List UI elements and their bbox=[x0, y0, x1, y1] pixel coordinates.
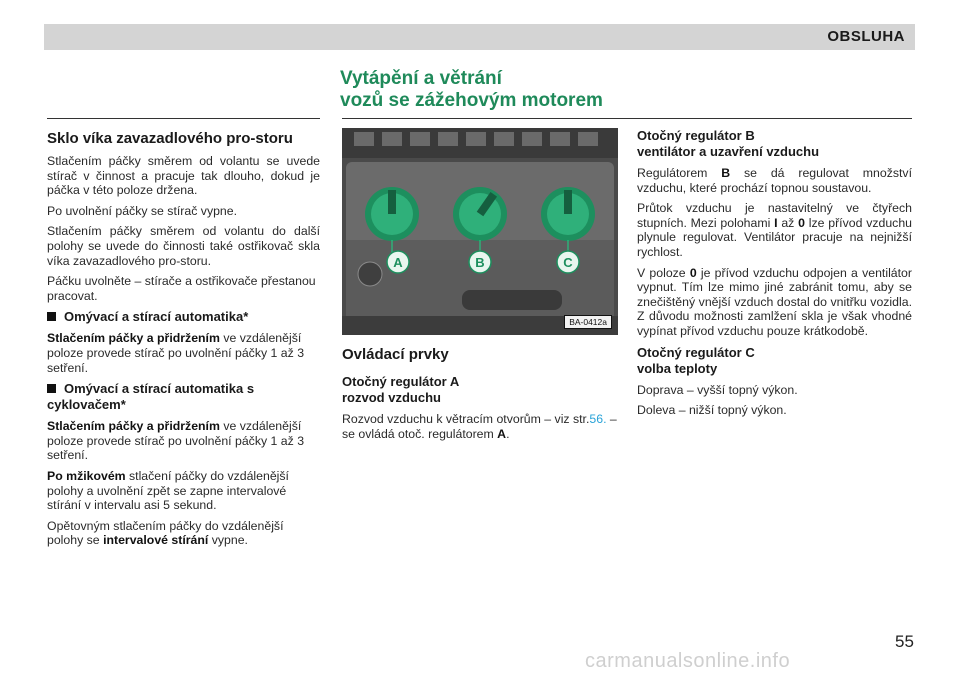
page-title-line2: vozů se zážehovým motorem bbox=[340, 90, 603, 111]
label-b: B bbox=[475, 255, 485, 270]
knob-a-icon bbox=[365, 187, 419, 241]
subheading-wiper-cycler: Omývací a stírací automatika s cyklovačem* bbox=[47, 381, 255, 413]
left-paragraph-1: Stlačením páčky směrem od volantu se uvede stírač v činnost a pracuje tak dlouho, dokud je páčka v této poloze držena. bbox=[47, 154, 320, 198]
subheading-regulator-b: Otočný regulátor B ventilátor a uzavření vzduchu bbox=[637, 128, 820, 159]
left-paragraph-2: Po uvolnění páčky se stírač vypne. bbox=[47, 203, 238, 218]
right-paragraph-5: Doleva – nižší topný výkon. bbox=[637, 403, 787, 418]
right-divider bbox=[342, 118, 912, 119]
knob-c-icon bbox=[541, 187, 595, 241]
left-divider bbox=[47, 118, 320, 119]
left-paragraph-7: Po mžikovém stlačení páčky do vzdálenější polohy a uvolnění zpět se zapne intervalové stírání v intervalu asi 5 sekund. bbox=[47, 468, 289, 513]
right-paragraph-3: V poloze 0 je přívod vzduchu odpojen a ventilátor vypnut. Tím lze mimo jiné zabránit tomu, aby se znečištěný vnější vzduch dostal do vnitřku vozidla. Z důvodu možnosti zamlžení skla je však vhodné vypínat přívod vzduchu pouze krátkodobě. bbox=[637, 265, 912, 338]
control-panel-drawing bbox=[342, 128, 618, 335]
right-paragraph-1: Regulátorem B se dá regulovat množství vzduchu, které prochází topnou soustavou. bbox=[637, 166, 912, 195]
subheading-regulator-c: Otočný regulátor C volba teploty bbox=[637, 344, 755, 376]
right-column bbox=[637, 128, 912, 424]
subheading-wiper-auto: Omývací a stírací automatika* bbox=[47, 309, 320, 325]
left-column bbox=[47, 130, 320, 554]
page-title bbox=[340, 68, 603, 112]
bullet-square-icon bbox=[47, 312, 56, 321]
figure-code: BA-0412a bbox=[564, 315, 612, 329]
left-paragraph-6: Stlačením páčky a přidržením ve vzdálenější poloze provede stírač po uvolnění páčky 1 až 3 setření. bbox=[47, 419, 305, 463]
watermark: carmanualsonline.info bbox=[585, 650, 791, 672]
section-title: OBSLUHA bbox=[827, 28, 905, 45]
left-paragraph-5: Stlačením páčky a přidržením ve vzdálenější poloze provede stírač po uvolnění páčky 1 až 3 setření. bbox=[47, 331, 305, 375]
header-bar bbox=[44, 24, 915, 50]
knob-b-icon bbox=[453, 187, 507, 241]
middle-column bbox=[342, 346, 618, 447]
left-paragraph-3: Stlačením páčky směrem od volantu do další polohy se uvede do činnosti také ostřikovač skla víka zavazadlového pro-storu. bbox=[47, 224, 320, 268]
middle-heading: Ovládací prvky bbox=[342, 346, 449, 363]
right-paragraph-2: Průtok vzduchu je nastavitelný ve čtyřech stupních. Mezi polohami I až 0 lze přívod vzduchu plynule regulovat. Ventilátor pracuje na nejnižší rychlost. bbox=[637, 201, 912, 259]
page-link[interactable]: 56. bbox=[589, 412, 607, 426]
left-heading: Sklo víka zavazadlového pro-storu bbox=[47, 130, 293, 147]
subheading-regulator-a: Otočný regulátor A rozvod vzduchu bbox=[342, 374, 460, 405]
left-paragraph-8: Opětovným stlačením páčky do vzdálenější polohy se intervalové stírání vypne. bbox=[47, 518, 284, 548]
middle-paragraph: Rozvod vzduchu k větracím otvorům – viz str.56. – se ovládá otoč. regulátorem A. bbox=[342, 412, 617, 441]
heater-control-illustration bbox=[342, 128, 618, 335]
page-number: 55 bbox=[895, 632, 914, 651]
label-a: A bbox=[393, 255, 403, 270]
left-paragraph-4: Páčku uvolněte – stírače a ostřikovače přestanou pracovat. bbox=[47, 274, 316, 303]
bullet-square-icon bbox=[47, 384, 56, 393]
label-c: C bbox=[563, 255, 573, 270]
right-paragraph-4: Doprava – vyšší topný výkon. bbox=[637, 382, 798, 397]
page-title-line1: Vytápění a větrání bbox=[340, 68, 502, 89]
